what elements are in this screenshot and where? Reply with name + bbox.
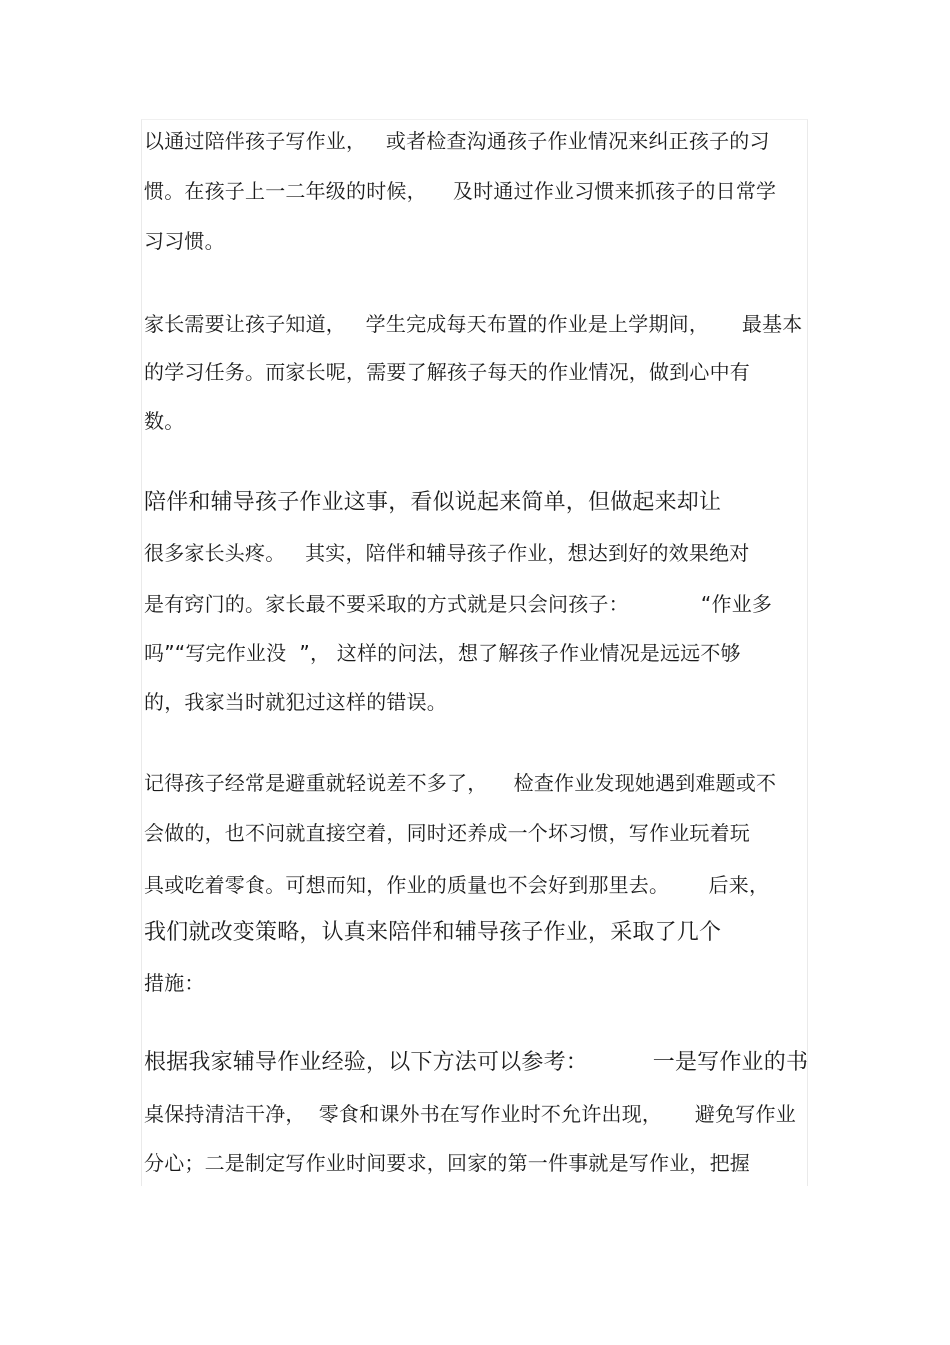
text-line: 记得孩子经常是避重就轻说差不多了， 检查作业发现她遇到难题或不: [144, 771, 777, 795]
text-line: 吗”“写完作业没 ”， 这样的问法，想了解孩子作业情况是远远不够: [144, 641, 741, 665]
text-line: 很多家长头疼。 其实，陪伴和辅导孩子作业，想达到好的效果绝对: [144, 541, 750, 565]
text-line: 的，我家当时就犯过这样的错误。: [144, 690, 447, 714]
text-line: 会做的，也不问就直接空着，同时还养成一个坏习惯，写作业玩着玩: [144, 821, 750, 845]
text-line: 我们就改变策略，认真来陪伴和辅导孩子作业，采取了几个: [144, 920, 722, 945]
text-line: 措施：: [144, 971, 205, 995]
text-line: 数。: [144, 409, 185, 433]
text-line: 是有窍门的。家长最不要采取的方式就是只会问孩子： “作业多: [144, 592, 773, 616]
text-line: 根据我家辅导作业经验，以下方法可以参考： 一是写作业的书: [144, 1050, 809, 1075]
text-line: 具或吃着零食。可想而知，作业的质量也不会好到那里去。 后来，: [144, 873, 770, 897]
text-line: 以通过陪伴孩子写作业， 或者检查沟通孩子作业情况来纠正孩子的习: [144, 129, 770, 153]
text-line: 习习惯。: [144, 229, 225, 253]
text-line: 桌保持清洁干净， 零食和课外书在写作业时不允许出现， 避免写作业: [144, 1102, 796, 1126]
text-line: 家长需要让孩子知道， 学生完成每天布置的作业是上学期间， 最基本: [144, 312, 803, 336]
text-line: 分心；二是制定写作业时间要求，回家的第一件事就是写作业，把握: [144, 1151, 750, 1175]
text-line: 惯。在孩子上一二年级的时候， 及时通过作业习惯来抓孩子的日常学: [144, 179, 777, 203]
text-line: 的学习任务。而家长呢，需要了解孩子每天的作业情况，做到心中有: [144, 360, 750, 384]
text-line: 陪伴和辅导孩子作业这事，看似说起来简单，但做起来却让: [144, 490, 722, 515]
